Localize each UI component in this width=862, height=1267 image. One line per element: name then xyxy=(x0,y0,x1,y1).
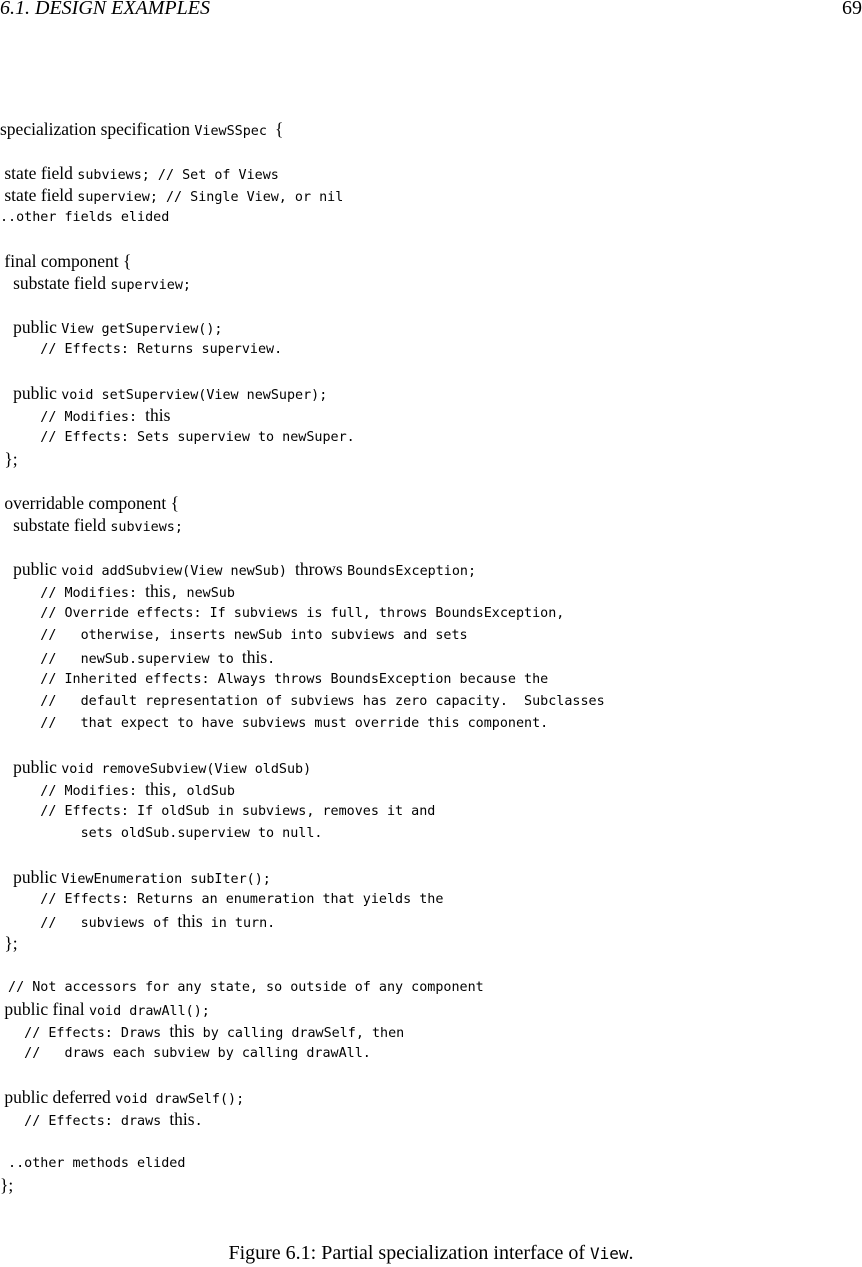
code-line xyxy=(0,492,179,516)
code-line xyxy=(0,888,443,911)
code-text: . xyxy=(194,1114,203,1129)
code-text: // Modifies: xyxy=(0,586,146,601)
code-line xyxy=(0,1042,371,1065)
code-text: // subviews of xyxy=(0,916,178,931)
code-text: by calling drawSelf, then xyxy=(194,1026,405,1041)
keyword-text: specialization specification xyxy=(0,119,195,139)
keyword-text: this xyxy=(241,647,268,667)
code-text: // Modifies: xyxy=(0,410,146,425)
code-line xyxy=(0,338,282,361)
keyword-text: throws xyxy=(295,559,348,579)
code-text: ViewEnumeration subIter(); xyxy=(61,872,271,887)
caption-code: View xyxy=(590,1244,629,1263)
keyword-text: state field xyxy=(0,185,78,205)
running-header-section: 6.1. DESIGN EXAMPLES xyxy=(0,0,210,19)
code-text: // newSub.superview to xyxy=(0,652,242,667)
code-text: // Effects: Sets superview to newSuper. xyxy=(0,430,355,445)
keyword-text: public xyxy=(0,559,62,579)
code-text: // Effects: Draws xyxy=(0,1026,170,1041)
code-line xyxy=(0,800,435,823)
code-line xyxy=(0,624,468,647)
keyword-text: this xyxy=(177,911,203,931)
keyword-text: public xyxy=(0,383,62,403)
keyword-text: public final xyxy=(0,999,89,1019)
code-text: void setSuperview(View newSuper); xyxy=(61,388,328,403)
keyword-text: this xyxy=(145,581,171,601)
code-line xyxy=(0,514,183,539)
keyword-text: }; xyxy=(0,1175,14,1195)
code-line xyxy=(0,822,322,845)
code-text: , oldSub xyxy=(170,784,235,799)
code-text: void removeSubview(View oldSub) xyxy=(61,762,312,777)
code-text: superview; // Single View, or nil xyxy=(77,190,344,205)
keyword-text: state field xyxy=(0,163,78,183)
code-line xyxy=(0,602,564,625)
code-text: subviews; // Set of Views xyxy=(77,168,279,183)
keyword-text: }; xyxy=(0,933,18,953)
keyword-text: { xyxy=(275,119,284,139)
keyword-text: this xyxy=(145,779,171,799)
code-text: sets oldSub.superview to null. xyxy=(0,826,323,841)
code-text: BoundsException; xyxy=(347,564,477,579)
code-text: in turn. xyxy=(202,916,276,931)
code-text: // Not accessors for any state, so outside of any component xyxy=(0,980,484,995)
code-line xyxy=(0,1174,13,1198)
keyword-text: this xyxy=(169,1109,195,1129)
code-text: // Modifies: xyxy=(0,784,146,799)
code-text: // default representation of subviews has zero capacity. Subclasses xyxy=(0,694,605,709)
code-text: // Override effects: If subviews is full, throws BoundsException, xyxy=(0,606,565,621)
keyword-text: public xyxy=(0,757,62,777)
code-line xyxy=(0,426,355,449)
code-line xyxy=(0,206,169,229)
code-text: , newSub xyxy=(170,586,235,601)
keyword-text: overridable component { xyxy=(0,493,179,513)
code-line xyxy=(0,1108,203,1133)
code-text: // draws each subview by calling drawAll. xyxy=(0,1046,371,1061)
code-text: ..other fields elided xyxy=(0,210,170,225)
code-text: // Effects: If oldSub in subviews, removes it and xyxy=(0,804,436,819)
code-text: . xyxy=(267,652,276,667)
code-text: // Inherited effects: Always throws BoundsException because the xyxy=(0,672,549,687)
keyword-text: final component { xyxy=(0,251,132,271)
keyword-text: substate field xyxy=(0,515,111,535)
code-line xyxy=(0,976,484,999)
keyword-text: }; xyxy=(0,449,18,469)
keyword-text: substate field xyxy=(0,273,111,293)
code-line xyxy=(0,712,548,735)
code-line xyxy=(0,118,283,143)
code-text: superview; xyxy=(110,278,191,293)
code-text: // otherwise, inserts newSub into subviews and sets xyxy=(0,628,468,643)
keyword-text: public deferred xyxy=(0,1087,116,1107)
code-text: ViewSSpec xyxy=(194,124,275,139)
keyword-text: this xyxy=(169,1021,195,1041)
code-line xyxy=(0,250,131,274)
code-text: void drawSelf(); xyxy=(115,1092,245,1107)
caption-end: . xyxy=(628,1242,634,1264)
code-text: // Effects: Returns superview. xyxy=(0,342,283,357)
code-line xyxy=(0,272,191,297)
page-number: 69 xyxy=(842,0,862,19)
caption-text: Figure 6.1: Partial specialization interface of xyxy=(228,1242,590,1264)
code-line xyxy=(0,1152,185,1175)
keyword-text: this xyxy=(145,405,171,425)
code-text: ..other methods elided xyxy=(0,1156,186,1171)
keyword-text: public xyxy=(0,317,62,337)
code-text: // Effects: Returns an enumeration that yields the xyxy=(0,892,444,907)
code-text: // that expect to have subviews must override this component. xyxy=(0,716,549,731)
code-line xyxy=(0,448,18,472)
code-line xyxy=(0,668,548,691)
code-line xyxy=(0,690,605,713)
code-line xyxy=(0,910,275,935)
code-text: void drawAll(); xyxy=(88,1004,210,1019)
code-text: // Effects: draws xyxy=(0,1114,170,1129)
code-text: View getSuperview(); xyxy=(61,322,223,337)
code-text: void addSubview(View newSub) xyxy=(61,564,296,579)
keyword-text: public xyxy=(0,867,62,887)
code-line xyxy=(0,932,18,956)
code-text: subviews; xyxy=(110,520,183,535)
